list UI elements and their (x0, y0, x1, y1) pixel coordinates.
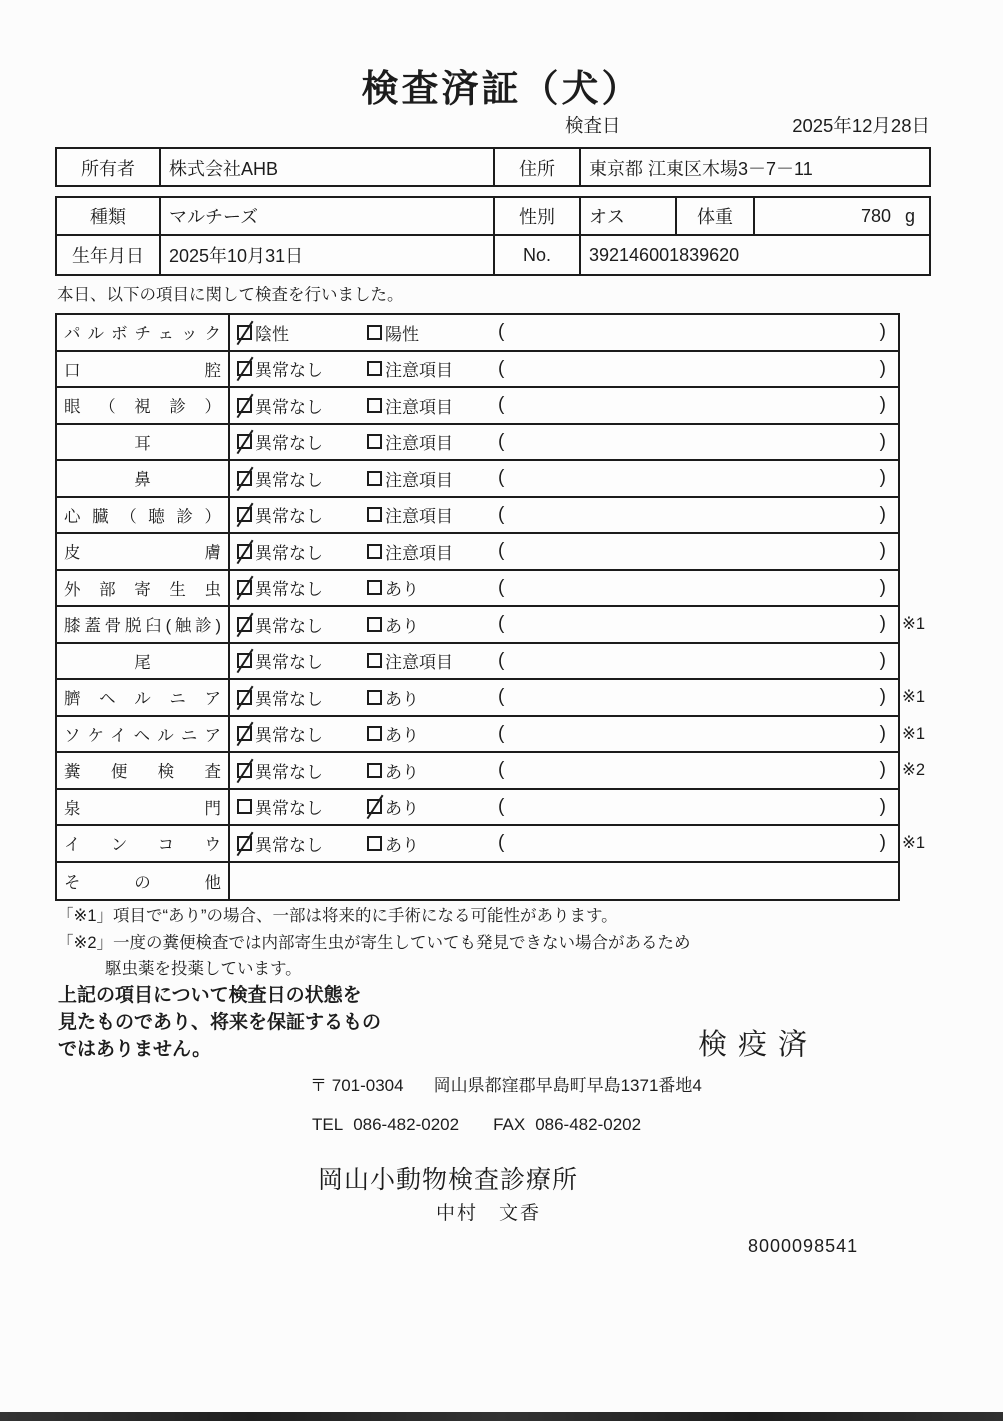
row-content-cell (230, 534, 898, 569)
pet-row-2 (57, 236, 929, 274)
inspection-row (57, 680, 926, 717)
contact-spacer (469, 1115, 483, 1135)
fax-label: FAX (493, 1115, 526, 1134)
row-label-cell (57, 863, 230, 900)
option1-checkbox-icon (237, 617, 252, 632)
row-footnote-mark: ※1 (902, 615, 926, 634)
option1-checkbox-icon (237, 799, 252, 814)
remark-paren-close: ) (879, 722, 886, 744)
disclaimer-line2: 見たものであり、将来を保証するもの (58, 1011, 382, 1033)
inspection-date-value: 2025年12月28日 (792, 115, 930, 136)
row-label: 口腔 (64, 361, 221, 380)
owner-row (57, 149, 929, 187)
row-label-cell (57, 534, 230, 569)
inspection-row (57, 790, 898, 827)
option2-label: あり (385, 835, 419, 855)
row-content-cell (230, 644, 898, 679)
row-content-cell (230, 717, 898, 752)
row-label-cell (57, 680, 230, 715)
option2-group (367, 320, 419, 345)
option2-label: 注意項目 (385, 653, 453, 673)
row-label-cell (57, 425, 230, 460)
inspection-row (57, 607, 926, 644)
owner-table (55, 147, 931, 187)
row-label: 外部寄生虫 (64, 580, 221, 599)
row-label-cell (57, 790, 230, 825)
row-label: 耳 (134, 434, 151, 453)
remark-paren-open: ( (498, 321, 505, 343)
number-value: 392146001839620 (579, 236, 929, 274)
page-title: 検査済証（犬） (361, 68, 642, 109)
inspection-row (57, 717, 926, 754)
row-label: 心臓（聴診） (64, 507, 221, 526)
option2-group (367, 575, 419, 600)
row-label-cell (57, 571, 230, 606)
inspection-row (57, 644, 898, 681)
row-footnote-mark: ※1 (902, 724, 926, 743)
option1-group (237, 685, 323, 710)
option1-group (237, 502, 323, 527)
option2-label: 陽性 (385, 324, 419, 344)
row-label-cell (57, 315, 230, 350)
inspection-row (57, 461, 898, 498)
row-content-cell (230, 680, 898, 715)
option2-label: 注意項目 (385, 361, 453, 381)
row-content-cell (230, 425, 898, 460)
option2-label: あり (385, 799, 419, 819)
row-label: 泉門 (64, 799, 221, 818)
remark-paren-close: ) (879, 759, 886, 781)
row-footnote-mark: ※1 (902, 688, 926, 707)
remark-paren-close: ) (879, 540, 886, 562)
sex-label: 性別 (493, 198, 579, 234)
remark-paren-close: ) (879, 649, 886, 671)
option2-checkbox-icon (367, 544, 382, 559)
remark-paren-close: ) (879, 321, 886, 343)
option1-label: 異常なし (255, 616, 323, 636)
disclaimer-line1: 上記の項目について検査日の状態を (58, 985, 362, 1006)
option1-label: 異常なし (255, 507, 323, 527)
footnote-2 (57, 931, 691, 982)
remark-paren-close: ) (879, 357, 886, 379)
option2-group (367, 648, 453, 673)
address-label: 住所 (493, 149, 579, 187)
postal-code-value: 701-0304 (331, 1076, 404, 1095)
option2-checkbox-icon (367, 361, 382, 376)
option2-group (367, 685, 419, 710)
option2-checkbox-icon (367, 471, 382, 486)
remark-paren-open: ( (498, 394, 505, 416)
remark-paren-close: ) (879, 686, 886, 708)
option1-label: 異常なし (255, 543, 323, 563)
postal-mark-icon: 〒 (310, 1076, 327, 1095)
row-label: 糞便検査 (64, 763, 221, 782)
option2-group (367, 794, 419, 819)
option2-checkbox-icon (367, 507, 382, 522)
serial-number: 8000098541 (748, 1236, 859, 1256)
pet-row-1 (57, 198, 929, 236)
remark-paren-open: ( (498, 649, 505, 671)
option1-checkbox-icon (237, 361, 252, 376)
option1-group (237, 539, 323, 564)
row-label: パルボチェック (64, 325, 221, 344)
remark-paren-open: ( (498, 759, 505, 781)
row-content-cell (230, 790, 898, 825)
remark-paren-close: ) (879, 394, 886, 416)
breed-value: マルチーズ (159, 198, 493, 234)
address-value: 東京都 江東区木場3－7－11 (579, 149, 929, 187)
breed-label: 種類 (90, 207, 126, 227)
row-content-cell (230, 388, 898, 423)
row-label-cell (57, 644, 230, 679)
row-content-cell (230, 461, 898, 496)
inspection-row (57, 315, 898, 352)
option1-label: 陰性 (255, 324, 289, 344)
option2-label: 注意項目 (385, 543, 453, 563)
option1-group (237, 612, 323, 637)
remark-paren-close: ) (879, 795, 886, 817)
inspection-row (57, 388, 898, 425)
inspection-row (57, 753, 926, 790)
owner-value: 株式会社AHB (159, 149, 493, 187)
remark-paren-close: ) (879, 613, 886, 635)
row-label-cell (57, 498, 230, 533)
row-label: 尾 (134, 653, 151, 672)
row-label: ソケイヘルニア (64, 726, 221, 745)
inspection-row (57, 534, 898, 571)
option1-checkbox-icon (237, 544, 252, 559)
option2-checkbox-icon (367, 398, 382, 413)
option2-checkbox-icon (367, 434, 382, 449)
intro-text: 本日、以下の項目に関して検査を行いました。 (57, 286, 404, 304)
option2-label: あり (385, 616, 419, 636)
row-label: インコウ (64, 836, 221, 855)
option1-group (237, 575, 323, 600)
row-content-cell (230, 571, 898, 606)
option1-checkbox-icon (237, 763, 252, 778)
scan-edge-bar (0, 1412, 1003, 1421)
clinic-contact-line (312, 1115, 641, 1135)
row-content-cell (230, 607, 898, 642)
option2-label: 注意項目 (385, 470, 453, 490)
option1-group (237, 794, 323, 819)
disclaimer-line3: ではありません。 (58, 1038, 212, 1060)
tel-value: 086-482-0202 (353, 1115, 460, 1134)
row-content-cell (230, 753, 898, 788)
option1-checkbox-icon (237, 690, 252, 705)
owner-label: 所有者 (81, 159, 135, 179)
option1-label: 異常なし (255, 397, 323, 417)
disclaimer-text (58, 983, 381, 1064)
row-label: 鼻 (134, 471, 151, 490)
option2-group (367, 393, 453, 418)
option2-checkbox-icon (367, 763, 382, 778)
row-content-cell (230, 315, 898, 350)
option1-label: 異常なし (255, 689, 323, 709)
row-label-cell (57, 753, 230, 788)
option1-checkbox-icon (237, 836, 252, 851)
pet-table (55, 196, 931, 276)
option2-group (367, 466, 453, 491)
option2-checkbox-icon (367, 690, 382, 705)
remark-paren-open: ( (498, 832, 505, 854)
option1-group (237, 831, 323, 856)
remark-paren-open: ( (498, 357, 505, 379)
clinic-name: 岡山小動物検査診療所 (318, 1166, 579, 1194)
remark-paren-open: ( (498, 686, 505, 708)
remark-paren-open: ( (498, 430, 505, 452)
option2-checkbox-icon (367, 836, 382, 851)
option1-label: 異常なし (255, 434, 323, 454)
option1-group (237, 721, 323, 746)
remark-paren-open: ( (498, 722, 505, 744)
option1-checkbox-icon (237, 398, 252, 413)
option1-group (237, 356, 323, 381)
tel-label: TEL (312, 1115, 344, 1134)
option1-group (237, 648, 323, 673)
row-content-cell (230, 498, 898, 533)
inspection-table (55, 313, 926, 901)
option1-group (237, 320, 289, 345)
row-footnote-mark: ※1 (902, 834, 926, 853)
option1-group (237, 429, 323, 454)
footnote-2-line2: 駆虫薬を投薬しています。 (105, 959, 302, 978)
option1-label: 異常なし (255, 835, 323, 855)
option2-label: 注意項目 (385, 507, 453, 527)
inspection-date-label: 検査日 (565, 115, 621, 136)
birthdate-label: 生年月日 (72, 246, 144, 266)
remark-paren-open: ( (498, 613, 505, 635)
weight-unit: g (904, 205, 915, 226)
inspection-row (57, 826, 926, 863)
option1-label: 異常なし (255, 726, 323, 746)
clinic-address: 岡山県都窪郡早島町早島1371番地4 (433, 1076, 702, 1095)
option1-label: 異常なし (255, 470, 323, 490)
option2-label: 注意項目 (385, 434, 453, 454)
veterinarian-name: 中村 文香 (436, 1203, 542, 1224)
weight-label: 体重 (675, 198, 753, 234)
option2-group (367, 831, 419, 856)
option2-group (367, 758, 419, 783)
weight-value: 780 (860, 205, 891, 226)
option2-label: あり (385, 762, 419, 782)
option2-group (367, 429, 453, 454)
option2-group (367, 721, 419, 746)
option2-group (367, 502, 453, 527)
number-label: No. (493, 236, 579, 274)
option2-label: 注意項目 (385, 397, 453, 417)
option1-group (237, 393, 323, 418)
remark-paren-close: ) (879, 576, 886, 598)
option2-checkbox-icon (367, 580, 382, 595)
option1-group (237, 466, 323, 491)
row-label-cell (57, 717, 230, 752)
remark-paren-close: ) (879, 467, 886, 489)
row-label-cell (57, 826, 230, 861)
option1-checkbox-icon (237, 471, 252, 486)
footnote-1: 「※1」項目で“あり”の場合、一部は将来的に手術になる可能性があります。 (57, 907, 618, 925)
option2-checkbox-icon (367, 617, 382, 632)
remark-paren-open: ( (498, 540, 505, 562)
row-label: 臍ヘルニア (64, 690, 221, 709)
option1-checkbox-icon (237, 653, 252, 668)
row-label: 眼（視診） (64, 398, 221, 417)
option1-group (237, 758, 323, 783)
inspection-date-row (565, 112, 930, 138)
inspection-row (57, 498, 898, 535)
option2-checkbox-icon (367, 653, 382, 668)
option1-checkbox-icon (237, 580, 252, 595)
row-label: その他 (64, 873, 221, 892)
option1-checkbox-icon (237, 325, 252, 340)
remark-paren-close: ) (879, 430, 886, 452)
row-content-cell (230, 352, 898, 387)
row-label-cell (57, 352, 230, 387)
option2-checkbox-icon (367, 325, 382, 340)
row-footnote-mark: ※2 (902, 761, 926, 780)
quarantine-stamp: 検疫済 (698, 1029, 819, 1061)
remark-paren-close: ) (879, 503, 886, 525)
row-label-cell (57, 607, 230, 642)
inspection-row (57, 571, 898, 608)
row-label: 皮膚 (64, 544, 221, 563)
row-content-cell (230, 863, 898, 900)
footnote-2-line1: 「※2」一度の糞便検査では内部寄生虫が寄生していても発見できない場合があるため (57, 934, 691, 952)
option2-label: あり (385, 580, 419, 600)
postal-code (310, 1071, 404, 1096)
birthdate-value: 2025年10月31日 (159, 236, 493, 274)
option2-checkbox-icon (367, 799, 382, 814)
inspection-row (57, 863, 898, 900)
remark-paren-close: ) (879, 832, 886, 854)
row-label-cell (57, 388, 230, 423)
inspection-row (57, 425, 898, 462)
option1-label: 異常なし (255, 762, 323, 782)
fax-value: 086-482-0202 (535, 1115, 642, 1134)
remark-paren-open: ( (498, 503, 505, 525)
option1-checkbox-icon (237, 507, 252, 522)
row-label: 膝蓋骨脱臼(触診) (64, 617, 221, 636)
option2-checkbox-icon (367, 726, 382, 741)
option2-group (367, 356, 453, 381)
option2-label: あり (385, 689, 419, 709)
option1-label: 異常なし (255, 361, 323, 381)
remark-paren-open: ( (498, 467, 505, 489)
remark-paren-open: ( (498, 576, 505, 598)
inspection-row (57, 352, 898, 389)
option1-label: 異常なし (255, 653, 323, 673)
option1-checkbox-icon (237, 434, 252, 449)
option2-group (367, 612, 419, 637)
option1-label: 異常なし (255, 799, 323, 819)
row-content-cell (230, 826, 898, 861)
option2-label: あり (385, 726, 419, 746)
option1-checkbox-icon (237, 726, 252, 741)
row-label-cell (57, 461, 230, 496)
weight-value-cell (753, 198, 929, 234)
remark-paren-open: ( (498, 795, 505, 817)
clinic-address-line (310, 1071, 702, 1096)
option1-label: 異常なし (255, 580, 323, 600)
sex-value: オス (579, 198, 675, 234)
option2-group (367, 539, 453, 564)
